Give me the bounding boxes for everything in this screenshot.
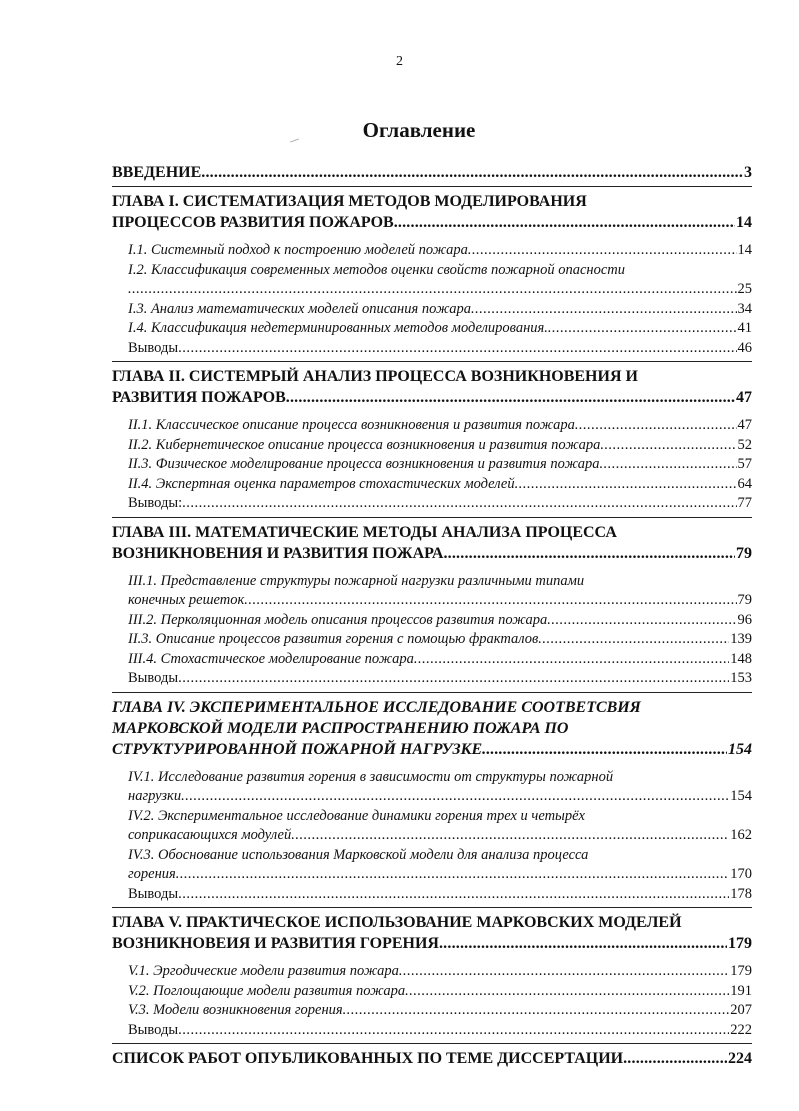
toc-leader — [623, 1048, 727, 1069]
chapter-title-line: ГЛАВА II. СИСТЕМРЫЙ АНАЛИЗ ПРОЦЕССА ВОЗНИКНОВЕНИЯ И — [112, 368, 638, 385]
toc-entry[interactable] — [128, 241, 752, 261]
toc-entry-page: 57 — [737, 456, 752, 472]
toc-entry-page: 179 — [730, 963, 752, 979]
section-list — [112, 957, 752, 1043]
section-entry[interactable] — [128, 807, 752, 846]
toc-leader — [515, 475, 737, 495]
section-entry[interactable] — [128, 494, 752, 514]
toc-entry-title: II.4. Экспертная оценка параметров стохастических моделей — [128, 475, 515, 492]
toc-entry[interactable] — [112, 1048, 752, 1069]
chapter-title-line: ГЛАВА V. ПРАКТИЧЕСКОЕ ИСПОЛЬЗОВАНИЕ МАРКОВСКИХ МОДЕЛЕЙ — [112, 914, 682, 931]
section-list — [112, 411, 752, 517]
toc-entry-page: 154 — [728, 740, 752, 758]
section-entry[interactable] — [128, 455, 752, 475]
toc-entry[interactable] — [128, 339, 752, 359]
toc-leader — [178, 669, 729, 689]
toc-entry[interactable] — [128, 826, 752, 846]
toc-entry-page: 47 — [737, 417, 752, 433]
toc-leader — [414, 650, 729, 670]
toc-leader — [443, 543, 735, 564]
toc-leader — [471, 300, 736, 320]
section-list — [112, 567, 752, 692]
toc-entry[interactable] — [112, 387, 752, 408]
section-title-line: III.1. Представление структуры пожарной нагрузки различными типами — [128, 572, 585, 589]
toc-entry-page: 41 — [737, 320, 752, 336]
toc-leader — [181, 787, 729, 807]
toc-chapter — [112, 518, 752, 567]
toc-entry[interactable] — [128, 611, 752, 631]
toc-leader — [600, 436, 736, 456]
toc-leader — [128, 280, 737, 300]
toc-entry-title: V.1. Эргодические модели развития пожара — [128, 963, 399, 979]
toc-entry-title: III.2. Перколяционная модель описания процессов развития пожара — [128, 611, 548, 628]
toc-entry-title: ПРОЦЕССОВ РАЗВИТИЯ ПОЖАРОВ — [112, 214, 394, 231]
section-entry[interactable] — [128, 768, 752, 807]
chapter-heading[interactable] — [112, 191, 752, 233]
toc-chapter — [112, 187, 752, 236]
section-entry[interactable] — [128, 261, 752, 300]
toc-leader — [176, 865, 729, 885]
section-list — [112, 236, 752, 361]
toc-entry-page: 191 — [730, 982, 752, 999]
toc-entry[interactable] — [128, 475, 752, 495]
toc-entry-title: РАЗВИТИЯ ПОЖАРОВ — [112, 389, 286, 406]
toc-entry[interactable] — [112, 739, 752, 760]
toc-entry-title: ВВЕДЕНИЕ — [112, 164, 202, 181]
toc-entry[interactable] — [128, 630, 752, 650]
toc-entry-title: ВОЗНИКНОВЕНИЯ И РАЗВИТИЯ ПОЖАРА — [112, 544, 444, 562]
toc-entry[interactable] — [128, 982, 752, 1002]
chapter-heading[interactable] — [112, 522, 752, 564]
toc-leader — [468, 241, 737, 261]
toc-entry-title: II.1. Классическое описание процесса возникновения и развития пожара — [128, 417, 575, 433]
section-entry[interactable] — [128, 1021, 752, 1041]
section-title-line: IV.1. Исследование развития горения в зависимости от структуры пожарной — [128, 768, 614, 785]
section-entry[interactable] — [128, 475, 752, 495]
toc-entry-page: 179 — [728, 935, 752, 952]
toc-leader — [547, 611, 736, 631]
section-entry[interactable] — [128, 630, 752, 650]
toc-entry-page: 34 — [737, 300, 752, 317]
toc-entry-page: 64 — [737, 475, 752, 492]
toc-entry-page: 148 — [730, 650, 752, 667]
toc-entry[interactable] — [128, 436, 752, 456]
toc-entry[interactable] — [128, 885, 752, 905]
chapter-title-line: ГЛАВА IV. ЭКСПЕРИМЕНТАЛЬНОЕ ИССЛЕДОВАНИЕ СООТВЕТСВИЯ — [112, 698, 641, 716]
toc-chapter — [112, 693, 752, 763]
toc-leader — [178, 339, 736, 359]
toc-entry[interactable] — [128, 280, 752, 300]
toc-entry-title: Выводы — [128, 1021, 179, 1038]
toc-entry[interactable] — [128, 494, 752, 514]
toc-entry-page: 52 — [737, 436, 752, 453]
section-title-line: IV.2. Экспериментальное исследование динамики горения трех и четырёх — [128, 807, 585, 824]
chapter-title-line: ГЛАВА I. СИСТЕМАТИЗАЦИЯ МЕТОДОВ МОДЕЛИРОВАНИЯ — [112, 193, 587, 210]
toc-leader — [405, 982, 729, 1002]
toc-publications — [112, 1044, 752, 1072]
toc-entry[interactable] — [128, 865, 752, 885]
toc-entry-page: 222 — [730, 1021, 752, 1038]
toc-entry-page: 224 — [728, 1050, 752, 1067]
toc-entry-title: горения — [128, 866, 176, 882]
section-entry[interactable] — [128, 319, 752, 339]
toc-entry-title: СТРУКТУРИРОВАННОЙ ПОЖАРНОЙ НАГРУЗКЕ — [112, 740, 483, 758]
toc-entry-page: 162 — [730, 827, 752, 843]
section-entry[interactable] — [128, 339, 752, 359]
toc-entry-title: Выводы — [128, 885, 179, 902]
toc-entry-title: V.3. Модели возникновения горения — [128, 1002, 343, 1018]
section-entry[interactable] — [128, 416, 752, 436]
toc-entry-title: конечных решеток — [128, 592, 245, 608]
toc-leader — [343, 1001, 730, 1021]
toc-entry[interactable] — [128, 319, 752, 339]
toc-entry-page: 46 — [737, 339, 752, 356]
toc-leader — [482, 739, 727, 760]
toc-leader — [286, 387, 735, 408]
section-list — [112, 763, 752, 908]
toc-entry-title: V.2. Поглощающие модели развития пожара — [128, 982, 406, 999]
toc-entry[interactable] — [128, 787, 752, 807]
toc-leader — [394, 212, 735, 233]
toc-leader — [178, 885, 729, 905]
toc-leader — [244, 591, 736, 611]
toc-entry-page: 79 — [737, 592, 752, 608]
toc-entry-page: 178 — [730, 885, 752, 902]
toc-leader — [399, 962, 729, 982]
page-number: 2 — [396, 54, 403, 69]
toc-entry-title: Выводы: — [128, 495, 183, 511]
toc-leader — [291, 826, 729, 846]
toc-entry-page: 153 — [730, 670, 752, 686]
toc-entry[interactable] — [128, 1001, 752, 1021]
toc-entry[interactable] — [128, 962, 752, 982]
toc-leader — [538, 630, 729, 650]
toc-leader — [439, 933, 727, 954]
toc-entry-title: II.2. Кибернетическое описание процесса возникновения и развития пожара — [128, 436, 601, 453]
toc-entry-page: 47 — [736, 389, 752, 406]
toc-entry[interactable] — [112, 162, 752, 183]
section-entry[interactable] — [128, 436, 752, 456]
section-entry[interactable] — [128, 982, 752, 1002]
toc-entry-title: СПИСОК РАБОТ ОПУБЛИКОВАННЫХ ПО ТЕМЕ ДИССЕРТАЦИИ — [112, 1050, 624, 1067]
toc-entry-title: Выводы — [128, 339, 179, 356]
toc-entry-title: II.3. Описание процессов развития горения с помощью фракталов — [128, 631, 539, 647]
section-entry[interactable] — [128, 885, 752, 905]
section-entry[interactable] — [128, 1001, 752, 1021]
toc-entry-title: I.3. Анализ математических моделей описания пожара — [128, 300, 472, 317]
toc-entry[interactable] — [112, 933, 752, 954]
toc-leader — [201, 162, 743, 183]
section-entry[interactable] — [128, 846, 752, 885]
section-entry[interactable] — [128, 572, 752, 611]
toc-entry[interactable] — [128, 650, 752, 670]
toc-chapter — [112, 908, 752, 957]
section-entry[interactable] — [128, 669, 752, 689]
toc-entry-title: I.1. Системный подход к построению моделей пожара — [128, 242, 468, 258]
toc-entry[interactable] — [128, 455, 752, 475]
toc-chapter — [112, 362, 752, 411]
toc-entry-title: ВОЗНИКНОВЕИЯ И РАЗВИТИЯ ГОРЕНИЯ — [112, 935, 439, 952]
chapter-heading[interactable] — [112, 912, 752, 954]
toc-leader — [182, 494, 736, 514]
table-of-contents — [112, 158, 752, 1072]
toc-entry-title: нагрузки — [128, 788, 182, 804]
toc-leader — [575, 416, 737, 436]
toc-entry[interactable] — [128, 1021, 752, 1041]
toc-entry-page: 170 — [730, 866, 752, 882]
section-title-line: I.2. Классификация современных методов оценки свойств пожарной опасности — [128, 261, 626, 278]
page-title: Оглавление — [362, 118, 476, 142]
toc-entry[interactable] — [112, 543, 752, 564]
section-entry[interactable] — [128, 241, 752, 261]
toc-leader — [548, 319, 737, 339]
toc-entry[interactable] — [128, 416, 752, 436]
toc-entry-page: 77 — [737, 495, 752, 511]
toc-entry[interactable] — [112, 212, 752, 233]
toc-entry-page: 207 — [730, 1002, 752, 1018]
chapter-heading[interactable] — [112, 366, 752, 408]
toc-entry-title: II.3. Физическое моделирование процесса возникновения и развития пожара — [128, 456, 600, 472]
chapter-heading[interactable] — [112, 697, 752, 760]
toc-leader — [178, 1021, 729, 1041]
toc-entry-title: I.4. Классификация недетерминированных методов моделирования. — [128, 320, 548, 336]
toc-entry-page: 139 — [730, 631, 752, 647]
toc-entry[interactable] — [128, 669, 752, 689]
toc-entry-title: соприкасающихся модулей — [128, 827, 292, 843]
toc-entry[interactable] — [128, 591, 752, 611]
toc-entry-title: Выводы — [128, 670, 179, 686]
toc-entry-title: III.4. Стохастическое моделирование пожара — [128, 650, 414, 667]
toc-leader — [600, 455, 737, 475]
section-entry[interactable] — [128, 962, 752, 982]
toc-entry-page: 14 — [736, 214, 752, 231]
section-entry[interactable] — [128, 300, 752, 320]
toc-entry-page: 154 — [730, 788, 752, 804]
toc-entry-page: 3 — [744, 164, 752, 181]
chapter-title-line: ГЛАВА III. МАТЕМАТИЧЕСКИЕ МЕТОДЫ АНАЛИЗА ПРОЦЕССА — [112, 523, 617, 541]
toc-entry-page: 25 — [737, 281, 752, 297]
section-title-line: IV.3. Обоснование использования Марковской модели для анализа процесса — [128, 846, 589, 863]
chapter-title-line: МАРКОВСКОЙ МОДЕЛИ РАСПРОСТРАНЕНИЮ ПОЖАРА ПО — [112, 719, 569, 737]
toc-intro — [112, 158, 752, 186]
toc-entry-page: 14 — [737, 242, 752, 258]
section-entry[interactable] — [128, 650, 752, 670]
toc-entry-page: 96 — [737, 611, 752, 628]
toc-entry[interactable] — [128, 300, 752, 320]
section-entry[interactable] — [128, 611, 752, 631]
toc-entry-page: 79 — [736, 544, 752, 562]
